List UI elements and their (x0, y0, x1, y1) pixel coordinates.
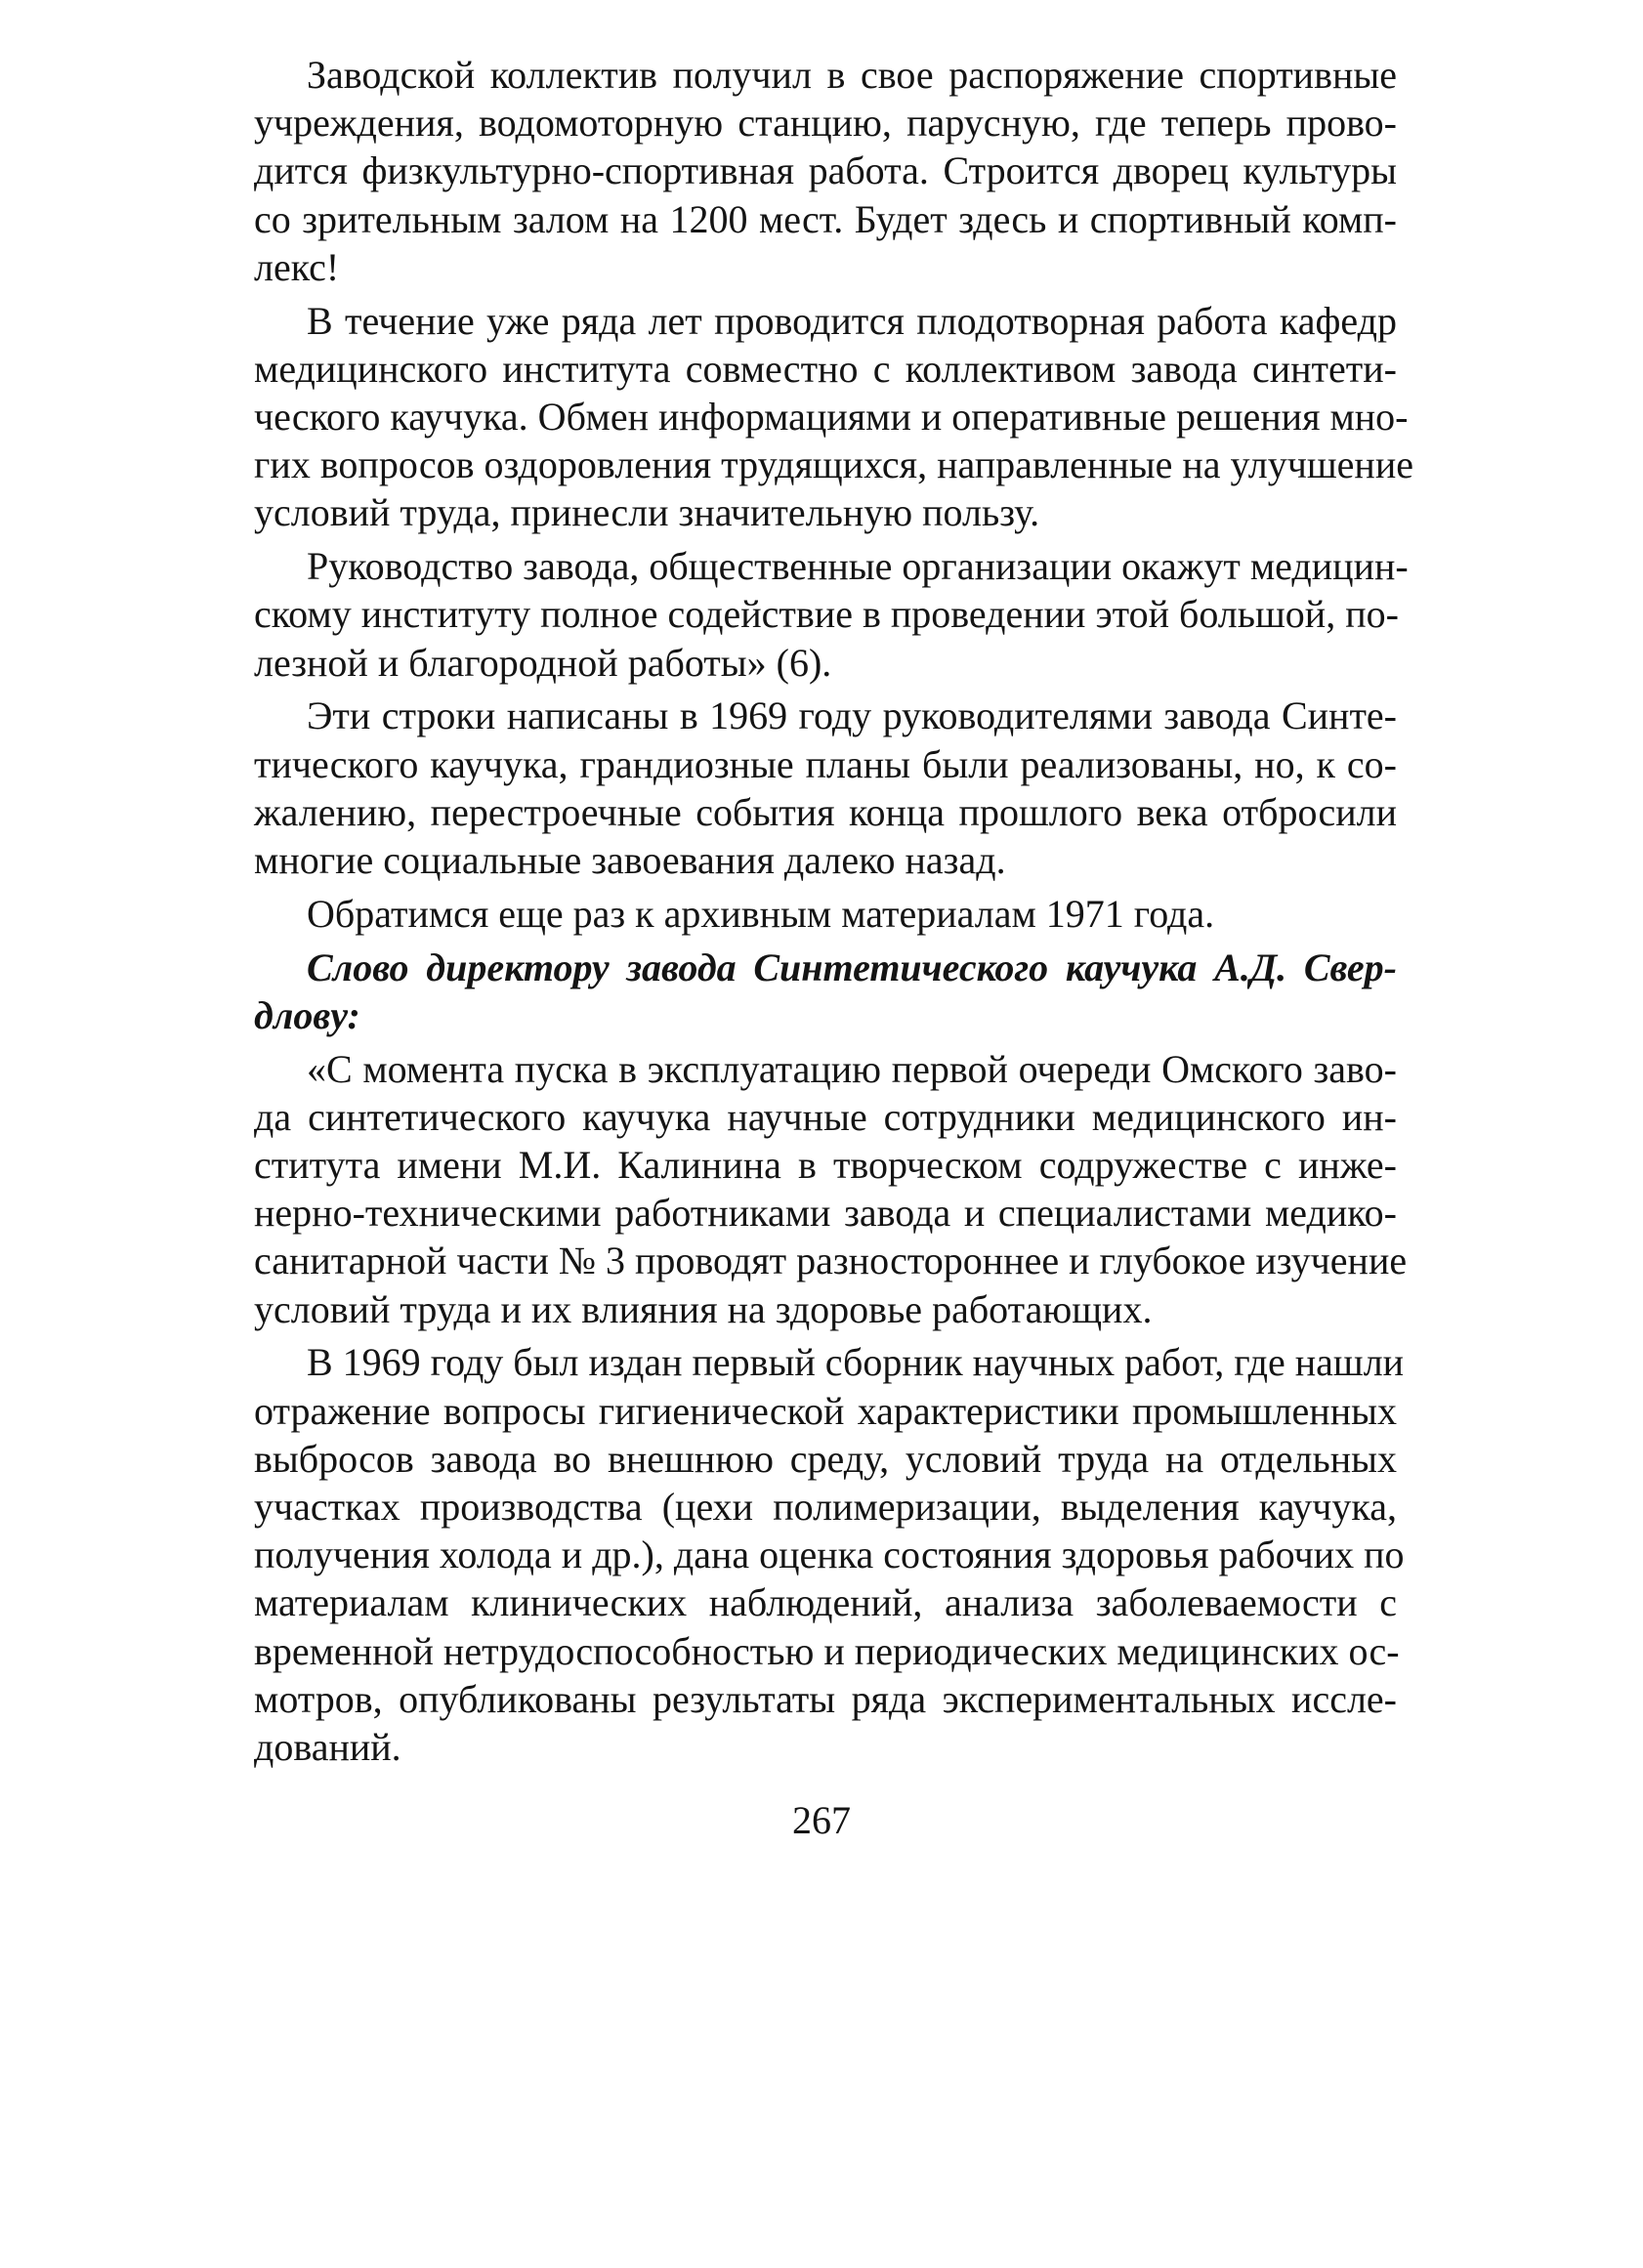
text-line: Заводской коллектив получил в свое распоряжение спортивные (307, 53, 1397, 97)
page-number: 267 (792, 1798, 851, 1842)
text-line: лекс! (254, 244, 340, 289)
body-text (254, 51, 1413, 1777)
text-line: дится физкультурно-спортивная работа. Строится дворец культуры (254, 148, 1397, 193)
text-line: Руководство завода, общественные организации окажут медицин- (307, 544, 1409, 589)
text-line: получения холода и др.), дана оценка состояния здоровья рабочих по (254, 1533, 1405, 1577)
text-line: да синтетического каучука научные сотрудники медицинского ин- (254, 1094, 1397, 1139)
text-line: дований. (254, 1725, 401, 1770)
text-line: Эти строки написаны в 1969 году руководителями завода Синте- (307, 693, 1397, 738)
text-line: многие социальные завоевания далеко назад. (254, 838, 1006, 883)
text-line: лезной и благородной работы» (6). (254, 640, 832, 685)
text-line: медицинского института совместно с коллективом завода синтети- (254, 346, 1397, 391)
text-line: условий труда и их влияния на здоровье работающих. (254, 1286, 1153, 1331)
text-line: В 1969 году был издан первый сборник научных работ, где нашли (307, 1340, 1405, 1385)
paragraph (254, 542, 1409, 687)
text-line: Обратимся еще раз к архивным материалам 1971 года. (307, 891, 1215, 936)
text-line: санитарной части № 3 проводят разностороннее и глубокое изучение (254, 1239, 1408, 1283)
text-line: «С момента пуска в эксплуатацию первой очереди Омского заво- (307, 1046, 1397, 1091)
text-line: материалам клинических наблюдений, анализа заболеваемости с (254, 1580, 1397, 1625)
text-line: ческого каучука. Обмен информациями и оперативные решения мно- (254, 395, 1409, 440)
paragraph (254, 890, 1397, 938)
text-line: участках производства (цехи полимеризации, выделения каучука, (254, 1485, 1397, 1530)
text-line: выбросов завода во внешнюю среду, условий труда на отдельных (254, 1436, 1397, 1481)
text-line: отражение вопросы гигиенической характеристики промышленных (254, 1388, 1397, 1433)
text-line: нерно-техническими работниками завода и специалистами медико- (254, 1191, 1397, 1236)
paragraph (254, 1338, 1405, 1771)
paragraph (254, 1045, 1408, 1333)
text-line: В течение уже ряда лет проводится плодотворная работа кафедр (307, 298, 1397, 343)
text-line: со зрительным залом на 1200 мест. Будет здесь и спортивный комп- (254, 196, 1397, 241)
text-line: учреждения, водомоторную станцию, парусную, где теперь прово- (254, 101, 1397, 146)
text-line: условий труда, принесли значительную пользу. (254, 490, 1040, 535)
paragraph (254, 692, 1397, 884)
text-line: тического каучука, грандиозные планы были реализованы, но, к со- (254, 741, 1397, 786)
paragraph (254, 297, 1413, 537)
text-line: скому институту полное содействие в проведении этой большой, по- (254, 592, 1399, 637)
section-heading (254, 944, 1397, 1039)
text-line: длову: (254, 992, 360, 1037)
text-line: мотров, опубликованы результаты ряда экспериментальных иссле- (254, 1676, 1397, 1721)
text-line: гих вопросов оздоровления трудящихся, направленные на улучшение (254, 442, 1413, 487)
text-line: временной нетрудоспособностью и периодических медицинских ос- (254, 1628, 1400, 1673)
text-line: ститута имени М.И. Калинина в творческом содружестве с инже- (254, 1143, 1397, 1188)
text-line: Слово директору завода Синтетического каучука А.Д. Свер- (307, 945, 1397, 989)
text-line: жалению, перестроечные события конца прошлого века отбросили (254, 789, 1397, 834)
paragraph (254, 51, 1397, 291)
